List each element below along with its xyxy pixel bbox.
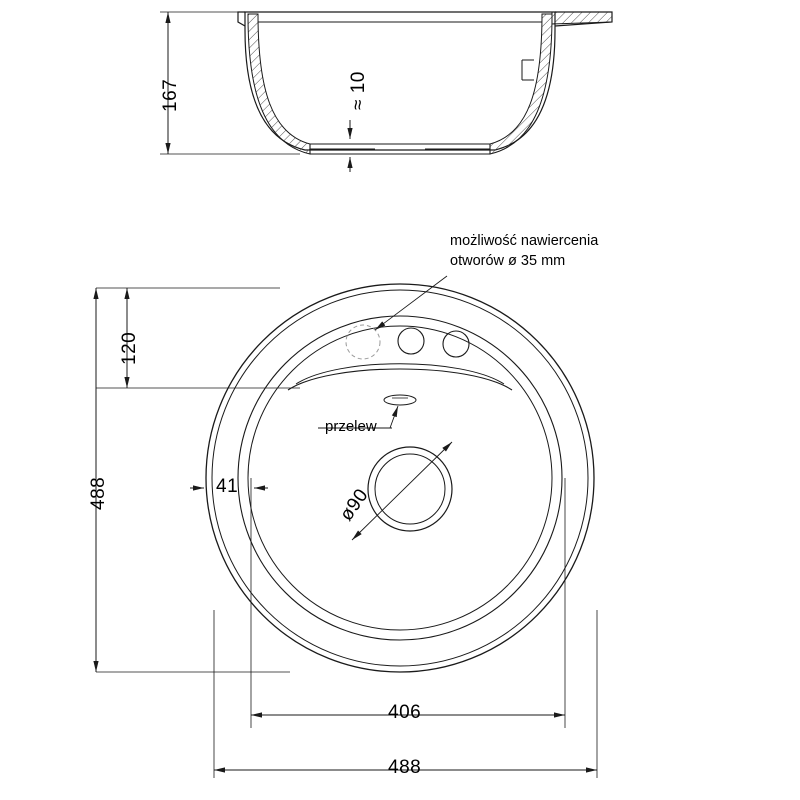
label-overflow: przelew <box>325 418 377 435</box>
note-drill-holes-line1: możliwość nawiercenia <box>450 233 599 249</box>
dimension-label-height-167: 167 <box>160 78 181 112</box>
dimension-label-488-horizontal: 488 <box>388 757 422 778</box>
dimension-label-rim-41: 41 <box>216 476 239 497</box>
section-view <box>160 12 612 172</box>
dimension-label-488-vertical: 488 <box>88 476 109 510</box>
dimension-label-offset-120: 120 <box>119 331 140 365</box>
plan-view <box>96 276 597 778</box>
note-drill-holes-line2: otworów ø 35 mm <box>450 253 566 269</box>
dimension-label-drain-d90: ø90 <box>336 484 373 526</box>
dimension-label-bowl-406: 406 <box>388 702 422 723</box>
dimension-label-depth-10: ≈ 10 <box>348 71 369 110</box>
